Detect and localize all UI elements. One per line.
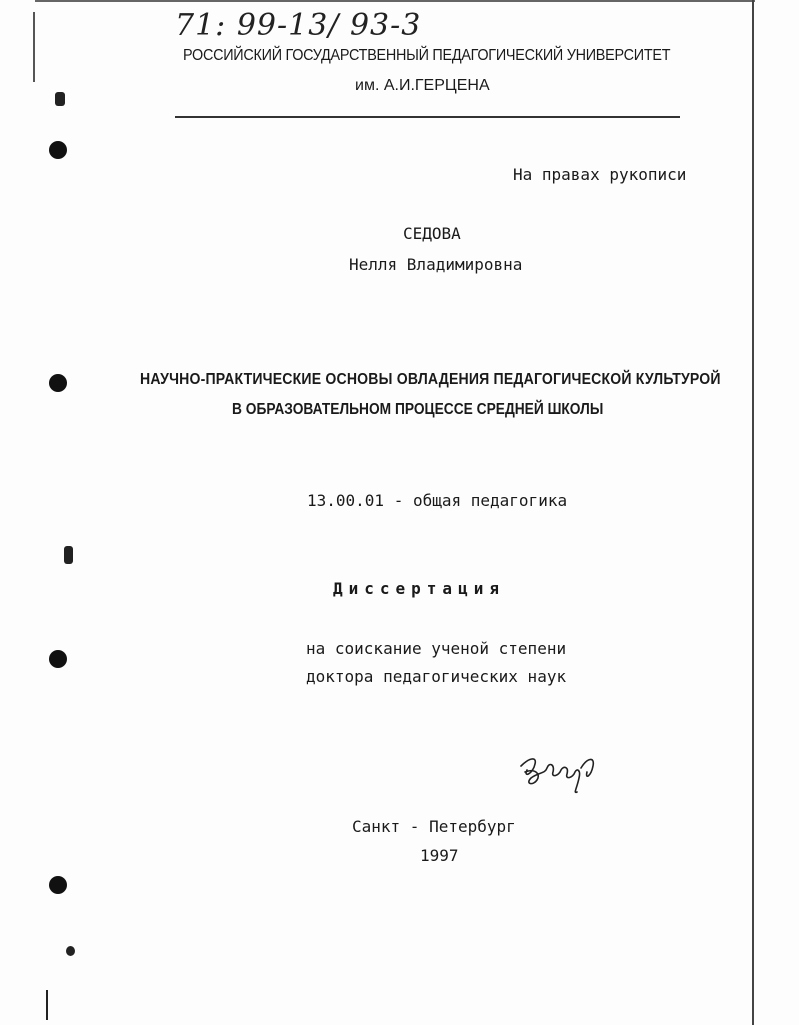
scan-speck — [64, 546, 73, 564]
binding-hole — [49, 141, 67, 159]
scan-speck — [46, 990, 48, 1020]
scan-edge-right — [752, 0, 754, 1025]
scan-edge-left — [33, 12, 35, 82]
author-names: Нелля Владимировна — [349, 255, 523, 274]
author-signature — [515, 748, 605, 798]
registration-number: 71: 99-13/ 93-3 — [175, 8, 422, 43]
degree-line-1: на соискание ученой степени — [306, 639, 567, 658]
header-divider — [175, 116, 680, 118]
author-surname: СЕДОВА — [403, 224, 461, 243]
document-type: Диссертация — [333, 579, 505, 598]
scan-speck — [66, 946, 75, 956]
binding-hole — [49, 876, 67, 894]
scan-edge-top — [35, 0, 755, 2]
manuscript-note: На правах рукописи — [513, 165, 687, 184]
scan-speck — [55, 92, 65, 106]
thesis-title-line-2: В ОБРАЗОВАТЕЛЬНОМ ПРОЦЕССЕ СРЕДНЕЙ ШКОЛЫ — [232, 401, 604, 418]
university-name: РОССИЙСКИЙ ГОСУДАРСТВЕННЫЙ ПЕДАГОГИЧЕСКИЙ УНИВЕРСИТЕТ — [183, 47, 671, 64]
degree-line-2: доктора педагогических наук — [306, 667, 567, 686]
binding-hole — [49, 374, 67, 392]
specialty-code: 13.00.01 - общая педагогика — [307, 491, 568, 510]
thesis-title-line-1: НАУЧНО-ПРАКТИЧЕСКИЕ ОСНОВЫ ОВЛАДЕНИЯ ПЕДАГОГИЧЕСКОЙ КУЛЬТУРОЙ — [140, 371, 721, 388]
university-named-after: им. А.И.ГЕРЦЕНА — [355, 77, 490, 94]
city: Санкт - Петербург — [352, 817, 516, 836]
binding-hole — [49, 650, 67, 668]
year: 1997 — [420, 846, 459, 865]
